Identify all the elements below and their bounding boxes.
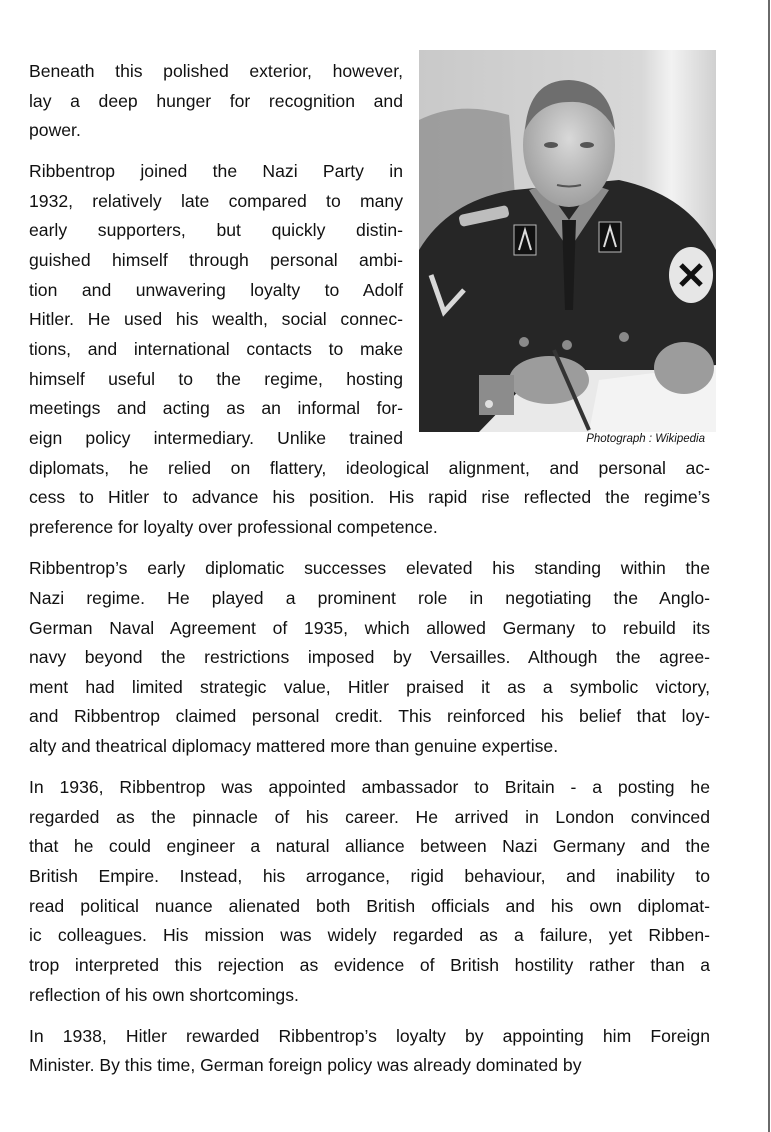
paragraph-2-line: diplomats, he relied on flattery, ideological alignment, and personal ac- [29, 458, 710, 478]
paragraph-4-line: In 1936, Ribbentrop was appointed ambassador to Britain - a posting he [29, 777, 710, 797]
paragraph-4-line: regarded as the pinnacle of his career. He arrived in London convinced [29, 807, 710, 827]
paragraph-1-line: power. [29, 120, 81, 140]
paragraph-4-line: that he could engineer a natural alliance between Nazi Germany and the [29, 836, 710, 856]
paragraph-4-line: British Empire. Instead, his arrogance, rigid behaviour, and inability to [29, 866, 710, 886]
paragraph-2-line: guished himself through personal ambi- [29, 250, 403, 270]
paragraph-2-line: eign policy intermediary. Unlike trained [29, 428, 403, 448]
paragraph-3-line: navy beyond the restrictions imposed by Versailles. Although the agree- [29, 647, 710, 667]
portrait-image [419, 50, 716, 432]
paragraph-4-line: read political nuance alienated both British officials and his own diplomat- [29, 896, 710, 916]
paragraph-3-line: Ribbentrop’s early diplomatic successes elevated his standing within the [29, 558, 710, 578]
paragraph-2-line: tions, and international contacts to make [29, 339, 403, 359]
paragraph-5-line: In 1938, Hitler rewarded Ribbentrop’s loyalty by appointing him Foreign [29, 1026, 710, 1046]
paragraph-4-line: reflection of his own shortcomings. [29, 985, 299, 1005]
paragraph-1-line: lay a deep hunger for recognition and [29, 91, 403, 111]
paragraph-2-line: early supporters, but quickly distin- [29, 220, 403, 240]
paragraph-4-line: trop interpreted this rejection as evidence of British hostility rather than a [29, 955, 710, 975]
paragraph-2-line: tion and unwavering loyalty to Adolf [29, 280, 403, 300]
paragraph-3-line: and Ribbentrop claimed personal credit. This reinforced his belief that loy- [29, 706, 710, 726]
paragraph-5-line: Minister. By this time, German foreign policy was already dominated by [29, 1055, 582, 1075]
photo-caption: Photograph : Wikipedia [586, 433, 705, 445]
paragraph-3-line: Nazi regime. He played a prominent role in negotiating the Anglo- [29, 588, 710, 608]
paragraph-1-line: Beneath this polished exterior, however, [29, 61, 403, 81]
page-edge-divider [768, 0, 770, 1132]
paragraph-2-line: meetings and acting as an informal for- [29, 398, 403, 418]
portrait-photo [419, 50, 716, 432]
paragraph-2-line: himself useful to the regime, hosting [29, 369, 403, 389]
paragraph-2-line: Hitler. He used his wealth, social connec- [29, 309, 403, 329]
paragraph-3-line: German Naval Agreement of 1935, which allowed Germany to rebuild its [29, 618, 710, 638]
paragraph-2-line: preference for loyalty over professional competence. [29, 517, 438, 537]
paragraph-2-line: cess to Hitler to advance his position. His rapid rise reflected the regime’s [29, 487, 710, 507]
paragraph-3-line: ment had limited strategic value, Hitler praised it as a symbolic victory, [29, 677, 710, 697]
paragraph-2-line: 1932, relatively late compared to many [29, 191, 403, 211]
paragraph-4-line: ic colleagues. His mission was widely regarded as a failure, yet Ribben- [29, 925, 710, 945]
paragraph-2-line: Ribbentrop joined the Nazi Party in [29, 161, 403, 181]
paragraph-3-line: alty and theatrical diplomacy mattered more than genuine expertise. [29, 736, 559, 756]
